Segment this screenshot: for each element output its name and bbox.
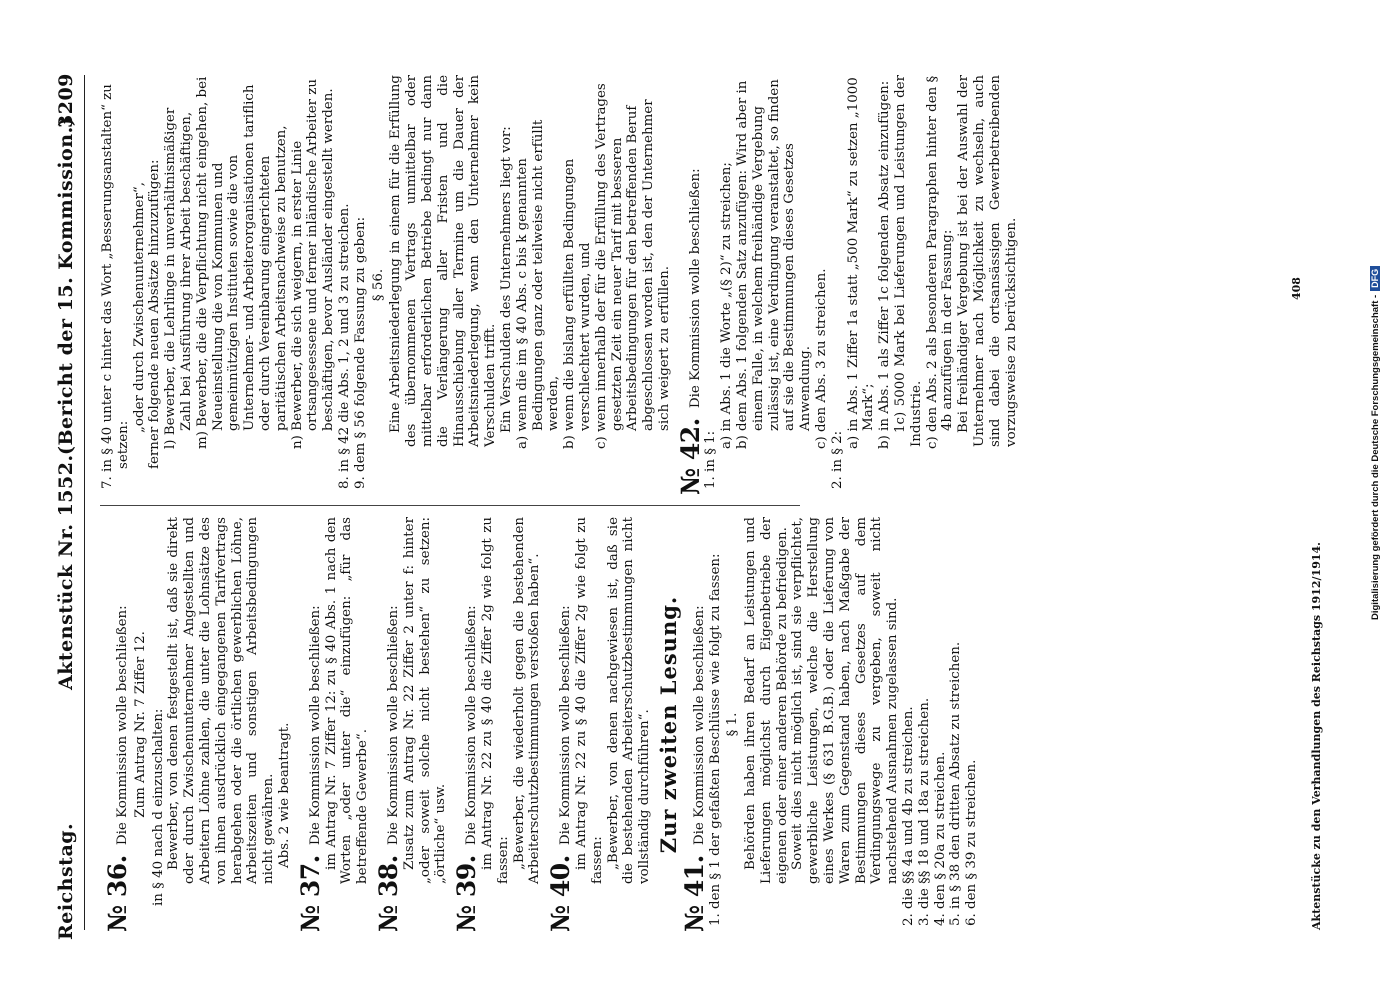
lettered-item: c) den Abs. 2 als besonderen Paragraphen hinter den § 4b anzufügen in der Fassung: [924,75,956,449]
paragraph: „Bewerber, von denen nachgewiesen ist, daß sie die bestehenden Arbeiterschutzbestimmungen nicht vollständig durchführen“. [605,517,653,884]
resolution-block [675,75,705,495]
paragraph: Soweit dies nicht möglich ist, sind sie verpflichtet, gewerbliche Leistungen, welche die Herstellung eines Werkes (§ 631 B.G.B.) oder die Lieferung von Waren zum Gegenstand haben, nach Maßgabe der Bestimmungen dieses Gesetzes auf dem Verdingungswege zu vergeben, soweit nicht nachstehend Ausnahmen zugelassen sind. [790,517,901,884]
footer-signature: 408 [1290,277,1303,300]
resolution-block [295,517,325,932]
paragraph: „Bewerber, die wiederholt gegen die bestehenden Arbeiterschutzbestimmungen verstoßen haben“. [511,517,543,884]
paragraph: Behörden haben ihren Bedarf an Leistungen und Lieferungen möglichst durch Eigenbetriebe der eigenen oder einer anderen Behörde zu befriedigen. [743,517,790,884]
paragraph: im Antrag Nr. 22 zu § 40 die Ziffer 2g wie folgt zu fassen: [573,517,605,884]
paragraph: 1c) 5000 Mark bei Lieferungen und Leistungen der Industrie. [893,75,924,447]
resolution-number: № 38. [373,855,403,932]
right-column [100,75,1019,495]
header-center-right: (Bericht der 15. Kommission.) [55,116,77,455]
numbered-item: 5. in § 38 den dritten Absatz zu streichen. [948,641,964,926]
resolution-number: № 36. [103,855,132,932]
lettered-item: a) wenn die im § 40 Abs. c bis k genannten Bedingungen ganz oder teilweise nicht erfüllt werden, [514,119,562,449]
numbered-item: 2. die §§ 4a und 4b zu streichen. [901,706,917,926]
footer-left: Aktenstücke zu den Verhandlungen des Reichstags 1912/1914. [1310,542,1323,930]
indented-line: in § 40 nach d einzuschalten: [150,708,166,906]
lettered-item: m) Bewerber, die die Verpflichtung nicht eingehen, bei Neueinstellung die von Kommunen und gemeinnützigen Instituten sowie die von Unternehmer- und Arbeiterorganisationen tariflich oder durch Vereinbarung eingerichteten paritätischen Arbeitsnachweise zu benutzen, [194,76,289,449]
digitization-text: Digitalisierung gefördert durch die Deutsche Forschungsgemeinschaft - [1370,294,1381,620]
section-heading: Zur zweiten Lesung. [655,595,681,854]
paragraph: Ein Verschulden des Unternehmers liegt vor: [498,126,514,433]
paragraph: Eine Arbeitsniederlegung in einem für die Erfüllung des übernommenen Vertrags unmittelbar oder mittelbar erforderlichen Betriebe bedingt nur dann die Verlängerung aller Fristen und die Hinausschiebung aller Termine um die Dauer der Arbeitsniederlegung, wenn den Unternehmer kein Verschulden trifft. [388,75,499,447]
resolution-block [546,517,576,932]
column-divider [100,505,800,506]
resolution-number: № 37. [295,855,325,932]
lettered-item: b) wenn die bislang erfüllten Bedingungen verschlechtert wurden, und [562,158,593,449]
dfg-logo: DFG [1370,266,1380,291]
paragraph: im Antrag Nr. 7 Ziffer 12: zu § 40 Abs. 1 nach den Worten „oder unter die“ einzufügen: „für das betreffende Gewerbe“. [323,517,371,884]
lettered-item: a) in Abs. 1 Ziffer 1a statt „500 Mark“ zu setzen „1000 Mark“; [845,77,877,449]
resolution-number: № 41. [679,855,709,932]
paragraph: im Antrag Nr. 22 zu § 40 die Ziffer 2g wie folgt zu fassen: [479,517,511,884]
centered-line: § 56. [370,268,386,302]
lettered-item: c) wenn innerhalb der für die Erfüllung des Vertrages gesetzten Zeit ein neuer Tarif mit besseren Arbeitsbedingungen für den betreffenden Beruf abgeschlossen worden ist, den der Unternehmer sich weigert zu erfüllen. [593,83,672,449]
numbered-item: 6. den § 39 zu streichen. [964,759,980,926]
indented-line: Abs. 2 wie beantragt. [276,722,292,868]
numbered-item: 1. in § 1: [703,430,719,489]
numbered-item: 3. die §§ 18 und 18a zu streichen. [916,697,932,926]
resolution-number: № 42. [675,418,705,495]
numbered-item: 2. in § 2: [829,430,845,489]
numbered-item: 7. in § 40 unter c hinter das Wort „Besserungsanstalten“ zu setzen: [100,84,131,489]
paragraph: Zusatz zum Antrag Nr. 22 Ziffer 2 unter f: hinter „oder soweit solche nicht bestehen“ zu setzen: „örtliche“ usw. [401,517,449,884]
header-rule [84,75,85,930]
resolution-intro: Die Kommission wolle beschließen: [464,605,480,846]
centered-line: Zum Antrag Nr. 7 Ziffer 12. [132,631,148,818]
resolution-intro: Die Kommission wolle beschließen: [687,168,703,409]
centered-line: § 1. [725,712,741,737]
numbered-item: 9. dem § 56 folgende Fassung zu geben: [352,216,368,489]
resolution-block [373,517,403,932]
resolution-intro: Die Kommission wolle beschließen: [307,605,323,846]
resolution-intro: Die Kommission wolle beschließen: [115,605,130,846]
indented-line: ferner folgende neuen Absätze hinzuzufügen: [147,159,163,469]
resolution-intro: Die Kommission wolle beschließen: [385,605,401,846]
lettered-item: b) in Abs. 1 als Ziffer 1c folgenden Absatz einzufügen: [877,80,893,449]
header-center-left: Aktenstück Nr. 1552. [55,454,77,690]
resolution-block [103,517,132,932]
lettered-item: a) in Abs. 1 die Worte „(§ 2)“ zu streichen; [719,162,735,449]
paragraph: Bewerber, von denen festgestellt ist, daß sie direkt oder durch Zwischenunternehmer Angestellten und Arbeitern Löhne zahlen, die unter die Lohnsätze des von ihnen ausdrücklich eingegangenen Tarifvertrags herabgehen oder die örtlichen gewerblichen Löhne, Arbeitszeiten und sonstigen Arbeitsbedingungen nicht gewähren. [166,517,277,884]
lettered-item: b) dem Abs. 1 folgenden Satz anzufügen: Wird aber in einem Falle, in welchem freihändige Vergebung zulässig ist, eine Verdingung veranstaltet, so finden auf sie die Bestimmungen dieses Gesetzes Anwendung. [735,79,814,449]
resolution-number: № 40. [546,855,576,932]
left-column [100,517,980,932]
resolution-intro: Die Kommission wolle beschließen: [558,605,574,846]
resolution-block [679,517,709,932]
lettered-item: l) Bewerber, die Lehrlinge in unverhältnismäßiger Zahl bei Ausführung ihrer Arbeit beschäftigen, [163,107,194,449]
page-number: 3209 [55,73,77,128]
paragraph: Bei freihändiger Vergebung ist bei der Auswahl der Unternehmer nach Möglichkeit zu wechseln, auch sind dabei die ortsansässigen Gewerbetreibenden vorzugsweise zu berücksichtigen. [956,75,1019,447]
paragraph: „oder durch Zwischenunternehmer“, [131,182,147,433]
numbered-item: 8. in § 42 die Abs. 1, 2 und 3 zu streichen. [336,203,352,489]
lettered-item: n) Bewerber, die sich weigern, in erster Linie ortsangesessene und ferner inländische Arbeiter zu beschäftigen, bevor Ausländer eingestellt werden. [289,79,337,449]
resolution-number: № 39. [452,855,482,932]
header-left: Reichstag. [55,822,77,940]
resolution-block [452,517,482,932]
numbered-item: 1. den § 1 der gefaßten Beschlüsse wie folgt zu fassen: [707,553,723,926]
resolution-intro: Die Kommission wolle beschließen: [691,605,707,846]
digitization-note [1370,266,1381,620]
numbered-item: 4. den § 20a zu streichen. [932,751,948,926]
lettered-item: c) den Abs. 3 zu streichen. [814,268,830,449]
